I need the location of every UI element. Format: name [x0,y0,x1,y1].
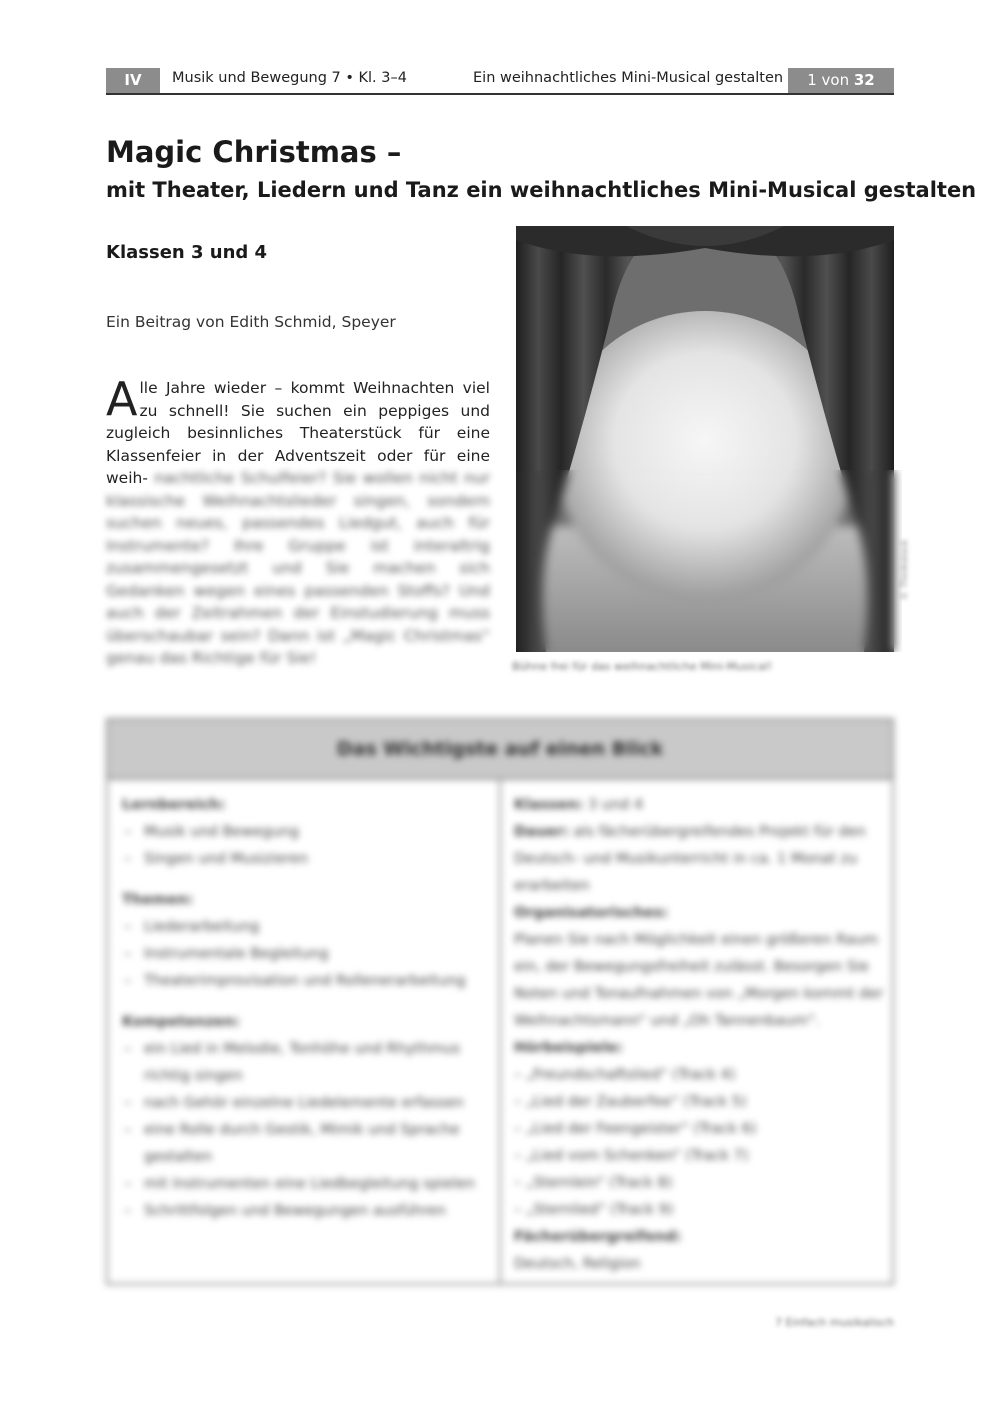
page-prefix: 1 von [807,71,854,89]
audio-item: – „Sternlein“ (Track 8) [514,1175,673,1191]
page-number [788,68,894,93]
grade-level: Klassen 3 und 4 [106,242,268,263]
overview-box [106,718,894,1285]
image-blur-overlay [516,470,902,652]
skills-label: Kompetenzen: [122,1014,240,1030]
list-item: – Schrittfolgen und Bewegungen ausführen [122,1198,488,1225]
audio-item: – „Sternlied“ (Track 9) [514,1202,674,1218]
overview-heading: Das Wichtigste auf einen Blick [108,720,892,780]
cross-subject-value: Deutsch, Religion [514,1256,641,1272]
image-credit: © Thinkstock [900,539,910,600]
cross-subject-label: Fächerübergreifend: [514,1229,682,1245]
topics-list [122,914,488,995]
column-divider [499,780,501,1283]
topic-label: Ein weihnachtliches Mini-Musical gestalten [473,70,784,86]
intro-visible-text: lle Jahre wieder – kommt Weihnachten viel zu schnell! Sie suchen ein peppiges und zugleich besinnliches Theaterstück für eine Klassenfeier in der Adventszeit oder für eine weih- [106,379,490,487]
list-item: – ein Lied in Melodie, Tonhöhe und Rhythmus richtig singen [122,1036,488,1090]
intro-paragraph [106,372,490,670]
audio-label: Hörbeispiele: [514,1040,623,1056]
duration-value: als fächerübergreifendes Projekt für den Deutsch- und Musikunterricht in ca. 1 Monat zu erarbeiten [514,824,866,894]
list-item: – Singen und Musizieren [122,846,488,873]
page-total: 32 [853,71,875,89]
duration-row [514,819,884,900]
topics-label: Themen: [122,892,194,908]
overview-columns [108,780,892,1283]
list-item: – Musik und Bewegung [122,819,488,846]
page-subtitle: mit Theater, Liedern und Tanz ein weihnachtliches Mini-Musical gestalten [106,178,977,202]
author-line: Ein Beitrag von Edith Schmid, Speyer [106,313,396,331]
learning-area-list [122,819,488,873]
section-badge: IV [106,68,160,93]
list-item: – Liederarbeitung [122,914,488,941]
learning-area-label: Lernbereich: [122,797,226,813]
page-header [106,68,894,95]
list-item: – Theaterimprovisation und Rollenerarbeitung [122,968,488,995]
classes-row [514,792,884,819]
drop-cap: A [106,372,138,426]
image-caption: Bühne frei für das weihnachtliche Mini-Musical! [512,660,773,673]
overview-right-column [514,792,884,1278]
overview-left-column [122,792,488,1239]
duration-label: Dauer: [514,824,569,840]
audio-item: – „Lied vom Schenken“ (Track 7) [514,1148,749,1164]
page-title: Magic Christmas – [106,135,402,169]
list-item: – nach Gehör einzelne Liedelemente erfassen [122,1090,488,1117]
skills-list [122,1036,488,1225]
list-item: – mit Instrumenten eine Liedbegleitung spielen [122,1171,488,1198]
classes-label: Klassen: [514,797,584,813]
org-label: Organisatorisches: [514,905,669,921]
list-item: – Instrumentale Begleitung [122,941,488,968]
audio-item: – „Lied der Feengeister“ (Track 6) [514,1121,757,1137]
subject-label: Musik und Bewegung 7 • Kl. 3–4 [172,70,407,86]
classes-value: 3 und 4 [587,797,644,813]
page-footer: 7 Einfach musikalisch [775,1316,894,1329]
list-item: – eine Rolle durch Gestik, Mimik und Sprache gestalten [122,1117,488,1171]
intro-blurred-text: nachtliche Schulfeier? Sie wollen nicht nur klassische Weihnachtslieder singen, sondern suchen neues, passendes Liedgut, auch für Instrumente? Ihre Gruppe ist interaltrig zusammengesetzt und Sie machen sich Gedanken wegen eines passenden Stoffs? Und auch der Zeitrahmen der Einstudierung muss überschaubar sein? Dann ist „Magic Christmas“ genau das Richtige für Sie! [106,469,490,667]
audio-item: – „Lied der Zauberfee“ (Track 5) [514,1094,747,1110]
audio-item: – „Freundschaftslied“ (Track 4) [514,1067,736,1083]
org-value: Planen Sie nach Möglichkeit einen größeren Raum ein, der Bewegungsfreiheit zulässt. Besorgen Sie Noten und Tonaufnahmen von „Morgen kommt der Weihnachtsmann“ und „Oh Tannenbaum“. [514,932,884,1029]
